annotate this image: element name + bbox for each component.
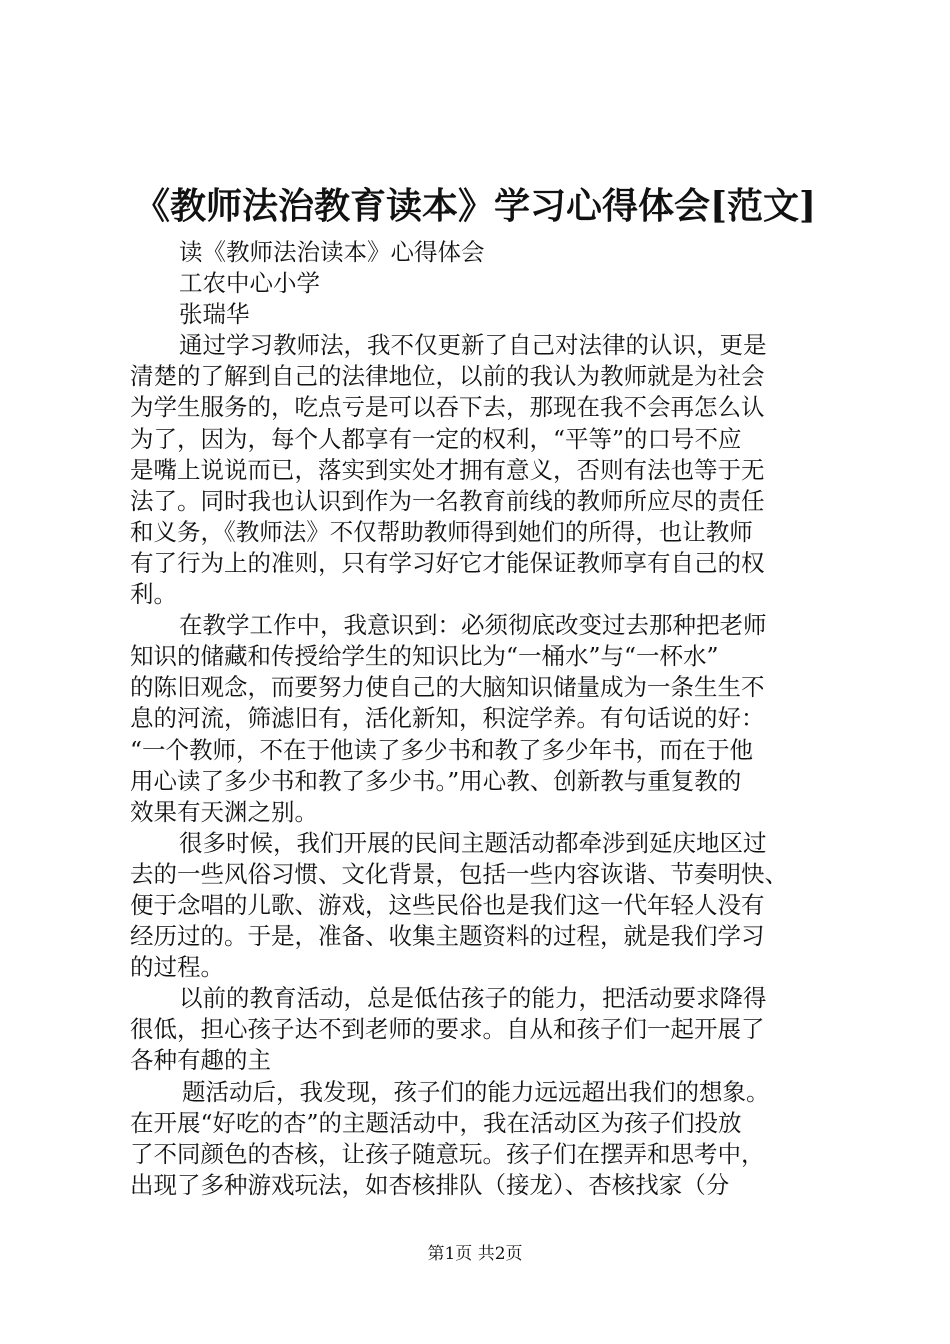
subtitle-line: 读《教师法治读本》心得体会 — [179, 238, 485, 266]
paragraph-line: 是嘴上说说而已，落实到实处才拥有意义，否则有法也等于无 — [130, 455, 765, 484]
paragraph-line: “一个教师，不在于他读了多少书和教了多少年书，而在于他 — [130, 735, 754, 764]
paragraph-line: 为了，因为，每个人都享有一定的权利，“平等”的口号不应 — [130, 424, 742, 453]
paragraph-line: 的过程。 — [130, 953, 224, 982]
paragraph-line: 的陈旧观念，而要努力使自己的大脑知识储量成为一条生生不 — [130, 673, 765, 702]
paragraph-line: 在教学工作中，我意识到：必须彻底改变过去那种把老师 — [179, 611, 767, 640]
paragraph-line: 清楚的了解到自己的法律地位，以前的我认为教师就是为社会 — [130, 362, 765, 391]
paragraph-line: 和义务，《教师法》不仅帮助教师得到她们的所得，也让教师 — [130, 517, 753, 546]
paragraph-line: 以前的教育活动，总是低估孩子的能力，把活动要求降得 — [179, 984, 767, 1013]
school-line: 工农中心小学 — [179, 269, 320, 298]
paragraph-line: 用心读了多少书和教了多少书。”用心教、创新教与重复教的 — [130, 766, 742, 795]
paragraph-line: 了不同颜色的杏核，让孩子随意玩。孩子们在摆弄和思考中， — [130, 1139, 765, 1168]
paragraph-line: 息的河流，筛滤旧有，活化新知，积淀学养。有句话说的好： — [130, 704, 765, 733]
document-title: 《教师法治教育读本》学习心得体会[范文] — [133, 185, 817, 227]
paragraph-line: 在开展“好吃的杏”的主题活动中，我在活动区为孩子们投放 — [130, 1108, 742, 1137]
document-body — [130, 237, 832, 1201]
paragraph-line: 效果有天渊之别。 — [130, 797, 318, 826]
author-line: 张瑞华 — [179, 300, 250, 329]
paragraph-line: 各种有趣的主 — [130, 1046, 271, 1075]
paragraph-line: 知识的储藏和传授给学生的知识比为“一桶水”与“一杯水” — [130, 642, 719, 671]
paragraph-line: 去的一些风俗习惯、文化背景，包括一些内容诙谐、节奏明快、 — [130, 859, 788, 888]
paragraph-line: 很低，担心孩子达不到老师的要求。自从和孩子们一起开展了 — [130, 1015, 765, 1044]
paragraph-line: 法了。同时我也认识到作为一名教育前线的教师所应尽的责任 — [130, 486, 765, 515]
paragraph-line: 出现了多种游戏玩法，如杏核排队（接龙）、杏核找家（分 — [130, 1170, 730, 1199]
paragraph-line: 利。 — [130, 580, 177, 609]
paragraph-line: 通过学习教师法，我不仅更新了自己对法律的认识，更是 — [179, 331, 767, 360]
paragraph-line: 为学生服务的，吃点亏是可以吞下去，那现在我不会再怎么认 — [130, 393, 765, 422]
paragraph-line: 题活动后，我发现，孩子们的能力远远超出我们的想象。 — [182, 1077, 770, 1106]
paragraph-line: 经历过的。于是，准备、收集主题资料的过程，就是我们学习 — [130, 922, 765, 951]
page-number: 第1页 共2页 — [427, 1244, 523, 1264]
paragraph-line: 便于念唱的儿歌、游戏，这些民俗也是我们这一代年轻人没有 — [130, 890, 765, 919]
paragraph-line: 有了行为上的准则，只有学习好它才能保证教师享有自己的权 — [130, 548, 765, 577]
paragraph-line: 很多时候，我们开展的民间主题活动都牵涉到延庆地区过 — [179, 828, 767, 857]
